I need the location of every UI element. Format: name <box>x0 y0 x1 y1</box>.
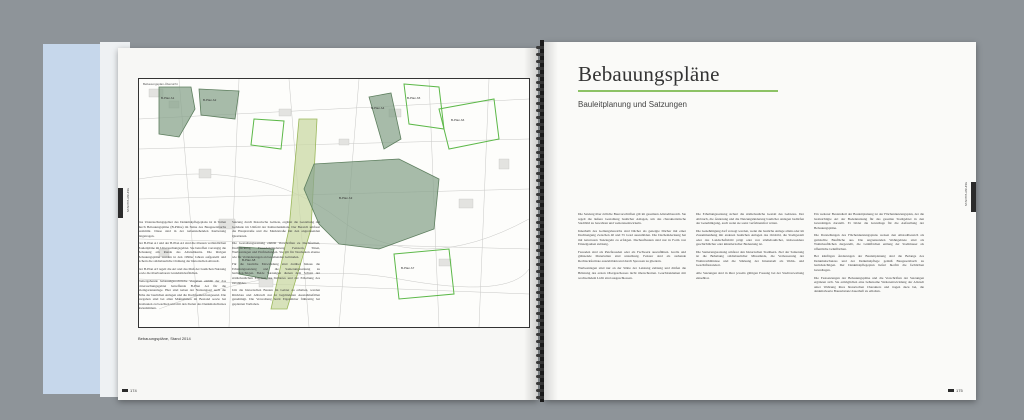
page-number-text: 174 <box>130 388 137 393</box>
page-subtitle: Bauleitplanung und Satzungen <box>578 100 687 109</box>
map-title: Bebauungsplan-Übersicht <box>143 82 178 86</box>
map-plan-label: B-Plan A5 <box>407 96 421 100</box>
paragraph: Der B-Plan A3 regelt die Art und das Maß der baulichen Nutzung sowie die überbaubaren Grundstücksflächen. <box>138 266 226 276</box>
paragraph: Der B-Plan A1 und der B-Plan A2 sind die ältesten verbindlichen Bauleitpläne im Untersuchungsgebiet. Sie betreffen vorrangig die Bebauung am Rande des Altstadtkerns. Die übrigen Bebauungspläne wurden in den 1990er Jahren aufgestellt und sichern die städtebauliche Ordnung der historischen Altstadt. <box>138 241 226 264</box>
text-column-4 <box>696 212 804 382</box>
map-plan-label: B-Plan A3 <box>339 196 353 200</box>
right-page <box>544 42 976 400</box>
text-column-2 <box>232 220 320 390</box>
paragraph: Die Festsetzungen der Bebauungspläne und die Vorschriften der Satzungen ergänzen sich. Sie ermöglichen eine behutsame Weiterentwicklung der Altstadt unter Wahrung ihres historischen Charakters und tragen dazu bei, die denkmalwerte Bausubstanz dauerhaft zu erhalten. <box>814 275 924 294</box>
paragraph: Die Genehmigung darf versagt werden, wenn die bauliche Anlage allein oder im Zusammenhang mit anderen baulichen Anlagen das Ortsbild, die Stadtgestalt oder das Landschaftsbild prägt oder von städtebaulicher, insbesondere geschichtlicher oder künstlerischer Bedeutung ist. <box>696 228 804 247</box>
page-title: Bebauungspläne <box>578 62 720 86</box>
text-column-5 <box>814 212 924 382</box>
page-number-text: 175 <box>956 388 963 393</box>
paragraph: Die Sanierungssatzung umfasst den historischen Stadtkern. Ziel der Sanierung ist die Behebung städtebaulicher Missstände, die Verbesserung der Wohnverhältnisse und die Stärkung der Innenstadt als Wohn- und Geschäftsstandort. <box>696 249 804 268</box>
paragraph: Für die bauliche Entwicklung sind darüber hinaus die Erhaltungssatzung und die Sanierungssatzung zu berücksichtigen. Beide Satzungen dienen dem Schutz der städtebaulichen Eigenart des Gebietes und der Erhaltung des Ortsbildes. <box>232 262 320 285</box>
gutter-shadow <box>544 42 558 400</box>
text-column-1 <box>138 220 226 390</box>
paragraph: Fassaden sind als Putzfassaden oder als Fachwerk auszuführen. Grelle und glänzende Materialien sind unzulässig. Fenster sind als stehende Rechteckformate auszubilden und durch Sprossen zu gliedern. <box>578 249 686 263</box>
map-caption: Bebauungspläne, Stand 2014 <box>138 336 191 341</box>
paragraph: Weitergehende bebauungsrechtliche Vorgaben enthält der das Untersuchungsgebiet betreffende B-Plan A4 für die Kleingartenanlage. Hier sind neben der Nutzungsart auch die Höhe der baulichen Anlagen und die Dachformen festgesetzt. Die Vorgaben sind bei allen Maßnahmen im Bestand sowie bei Neubauten zu beachten und mit den Zielen des Denkmalschutzes abzustimmen. <box>138 279 226 311</box>
paragraph: Satzung durch historische Gebiete, ergänzt die Gestaltung der Gebäude im Umfeld der Kulturdenkmale. Der Bereich umfasst die Hauptstraße und die Marktstraße mit den angrenzenden Quartieren. <box>232 220 320 238</box>
paragraph: Innerhalb des Geltungsbereichs sind Dächer als geneigte Dächer mit einer Dachneigung zwischen 40 und 55 Grad auszubilden. Die Dacheindeckung hat mit naturroten Tonziegeln zu erfolgen. Dachaufbauten sind nur in Form von Einzelgauben zulässig. <box>578 228 686 247</box>
page-number-left <box>122 388 137 393</box>
paragraph: Die Erhaltungssatzung sichert die städtebauliche Gestalt des Gebietes. Der Abbruch, die Änderung und die Nutzungsänderung baulicher Anlagen bedürfen der Genehmigung, auch wenn sie sonst verfahrensfrei wären. <box>696 212 804 226</box>
page-number-right <box>948 388 963 393</box>
title-underline <box>578 90 778 92</box>
left-page <box>118 48 538 400</box>
paragraph: Alle Satzungen sind in ihrer jeweils gültigen Fassung bei der Stadtverwaltung einsehbar. <box>696 271 804 280</box>
map-plan-label: B-Plan A8 <box>242 258 256 262</box>
side-label: STADTPLANUNG <box>964 182 968 207</box>
paragraph: Ein weiterer Bestandteil der Bauleitplanung ist der Flächennutzungsplan, der die beabsichtigte Art der Bodennutzung für das gesamte Stadtgebiet in den Grundzügen darstellt. Er bildet die Grundlage für die Aufstellung der Bebauungspläne. <box>814 212 924 230</box>
side-tab <box>118 188 123 218</box>
map-plan-label: B-Plan A7 <box>401 266 415 270</box>
paragraph: Die Satzung über örtliche Bauvorschriften gilt im gesamten Altstadtbereich. Sie regelt die äußere Gestaltung baulicher Anlagen, um das charakteristische Stadtbild zu bewahren und weiterzuentwickeln. <box>578 212 686 226</box>
paragraph: Das Untersuchungsgebiet des Denkmalpflegeplans ist in Teilen durch Bebauungspläne (B-Pläne) im Sinne des Baugesetzbuchs bestimmt. Diese sind in der nebenstehenden Kartierung eingetragen. <box>138 220 226 238</box>
side-tab <box>971 182 976 212</box>
map-plan-label: B-Plan A4 <box>371 106 385 110</box>
paragraph: Um die historischen Bauten im Gebiet zu erhalten, werden Rückbau und Abbruch nur in begründeten Ausnahmefällen genehmigt. Die Verwaltung berät Eigentümer frühzeitig bei geplanten Vorhaben. <box>232 288 320 306</box>
side-label: STADTPLANUNG <box>126 188 130 213</box>
paragraph: Die Gestaltungssatzung enthält Vorschriften zu Dachformen, Dachdeckung, Fassadengliederung, Fenstern, Türen, Werbeanlagen und Einfriedungen. Sie gilt für Neubauten ebenso wie für Veränderungen an bestehenden Gebäuden. <box>232 241 320 259</box>
map-plan-label: B-Plan A6 <box>451 118 465 122</box>
map-plan-label: B-Plan A2 <box>203 98 217 102</box>
paragraph: Bei künftigen Änderungen der Bauleitplanung sind die Belange des Denkmalschutzes und der Denkmalpflege gemäß Baugesetzbuch zu berücksichtigen. Der Denkmalpflegeplan liefert hierfür die fachlichen Grundlagen. <box>814 254 924 273</box>
text-column-3 <box>578 212 686 382</box>
map-plan-label: B-Plan A1 <box>161 96 175 100</box>
paragraph: Werbeanlagen sind nur an der Stätte der Leistung zulässig und dürfen die Brüstung des ersten Obergeschosses nicht überschreiten. Leuchtreklamen mit wechselndem Licht sind ausgeschlossen. <box>578 266 686 280</box>
paragraph: Die Darstellungen des Flächennutzungsplans weisen den Altstadtbereich als gemischte Baufläche aus. Die angrenzenden Wohngebiete sind als Wohnbauflächen dargestellt, die Grünflächen entlang der Stadtmauer als öffentliche Grünflächen. <box>814 233 924 251</box>
